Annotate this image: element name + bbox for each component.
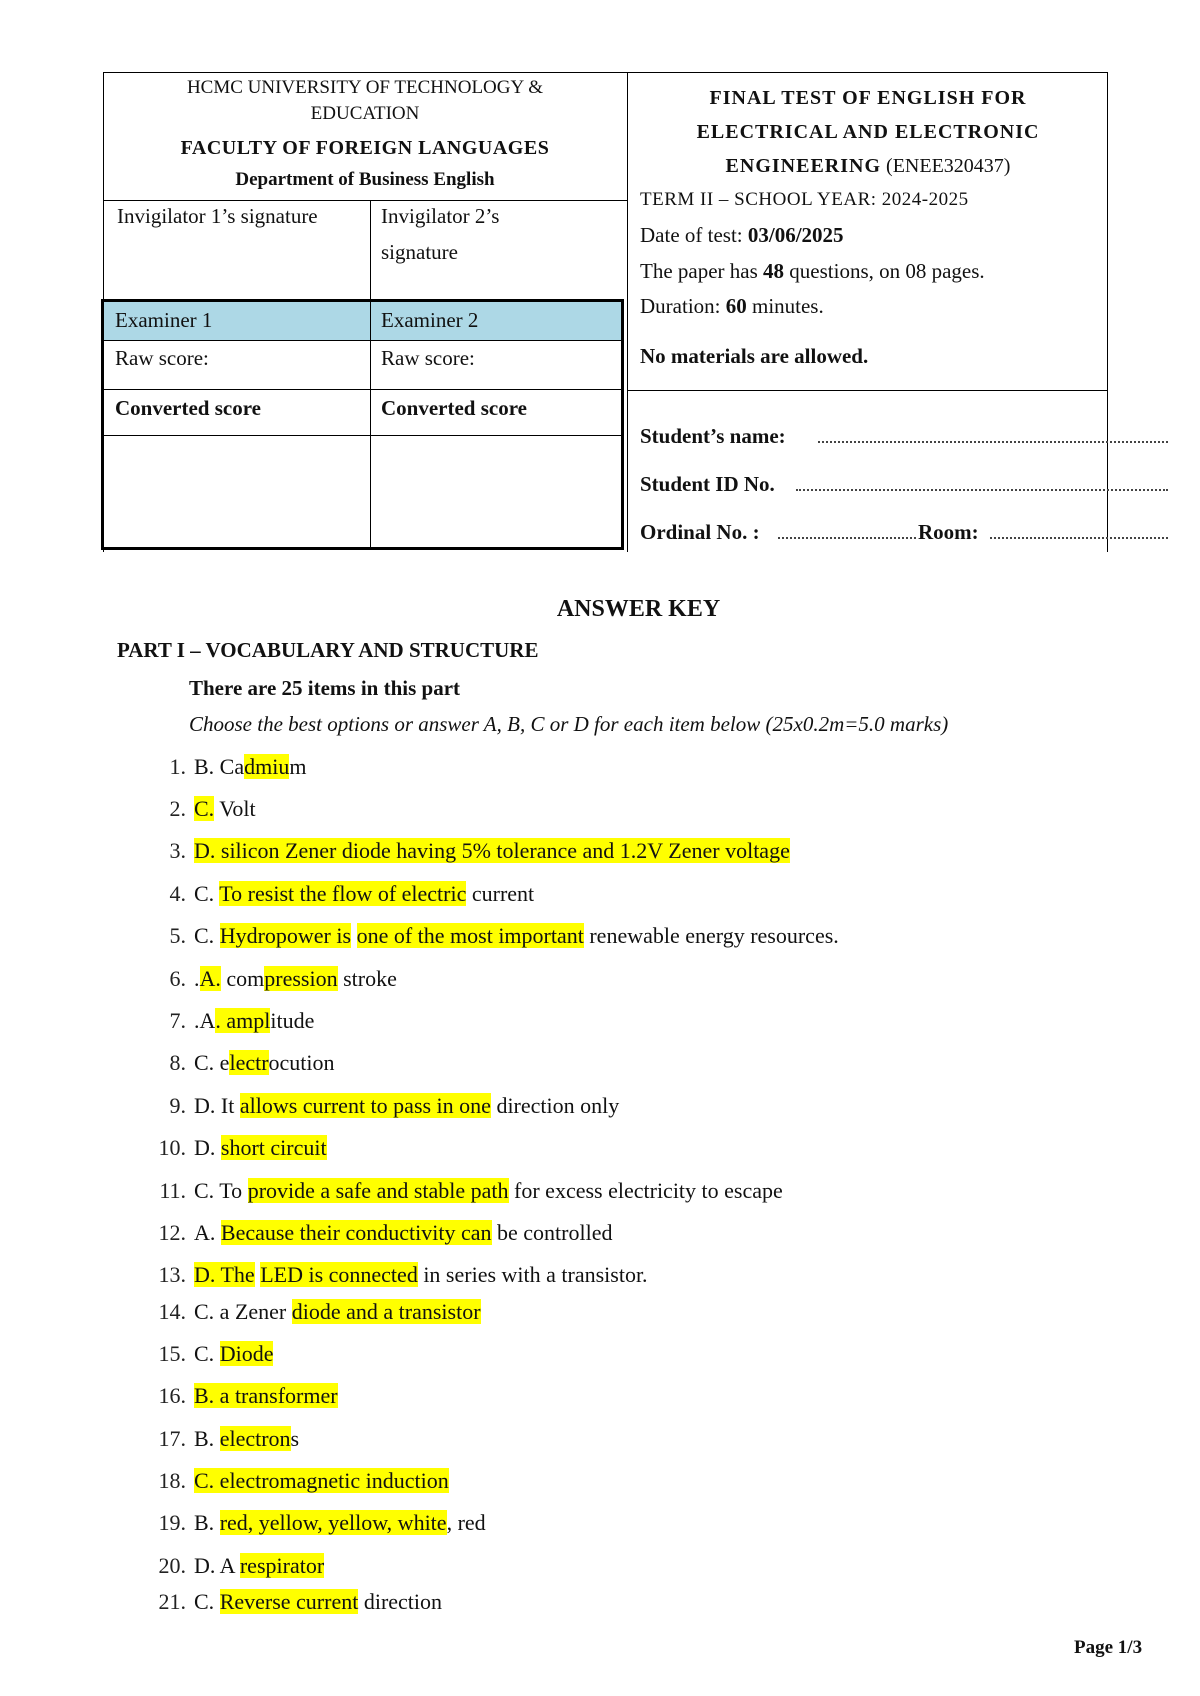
answer-text: com: [220, 966, 265, 991]
test-date: [640, 223, 844, 247]
question-count: 48: [763, 259, 785, 283]
test-title-3: [628, 154, 1108, 178]
highlighted-text: dmiu: [244, 754, 290, 779]
answer-item: [146, 1178, 783, 1204]
answer-number: 13.: [158, 1262, 186, 1287]
highlighted-text: D. silicon Zener diode having 5% tolerance and 1.2V Zener voltage: [194, 838, 790, 863]
highlighted-text: Diode: [219, 1341, 274, 1366]
answer-item: [146, 1383, 338, 1409]
highlighted-text: lectr: [229, 1050, 269, 1075]
answer-text: itude: [270, 1008, 315, 1033]
university-name-2: EDUCATION: [310, 103, 420, 124]
invigilator-1-label: Invigilator 1’s signature: [117, 204, 318, 228]
answer-text: stroke: [337, 966, 397, 991]
highlighted-text: provide a safe and stable path: [247, 1178, 509, 1203]
answer-number: 3.: [169, 838, 186, 863]
answer-number: 5.: [169, 923, 186, 948]
highlighted-text: Reverse current: [219, 1589, 359, 1614]
part-1-instruction: Choose the best options or answer A, B, C or D for each item below (25x0.2m=5.0 marks): [189, 712, 949, 736]
answer-item: [146, 1341, 273, 1367]
answer-number: 7.: [169, 1008, 186, 1033]
answer-number: 10.: [158, 1135, 186, 1160]
test-date-label: Date of test:: [640, 223, 748, 247]
answer-item: [146, 754, 306, 780]
ordinal-label: Ordinal No. :: [640, 520, 760, 544]
answer-text: C. a Zener: [194, 1299, 292, 1324]
highlighted-text: electron: [219, 1426, 291, 1451]
answer-text: C.: [194, 1341, 220, 1366]
room-field[interactable]: [990, 537, 1168, 539]
answer-item: [146, 966, 397, 992]
highlighted-text: B. a transformer: [194, 1383, 338, 1408]
converted-score-1-label: Converted score: [115, 396, 261, 420]
answer-item: [146, 1093, 619, 1119]
answer-number: 20.: [158, 1553, 186, 1578]
answer-text: D. It: [194, 1093, 240, 1118]
invigilator-2-label: Invigilator 2’s: [381, 204, 500, 228]
answer-text: B.: [194, 1426, 220, 1451]
answer-number: 19.: [158, 1510, 186, 1535]
test-date-value: 03/06/2025: [747, 223, 844, 247]
duration-label: Duration:: [640, 294, 726, 318]
answer-item: [146, 1468, 449, 1494]
highlighted-text: diode and a transistor: [291, 1299, 481, 1324]
answer-text: C.: [194, 1589, 220, 1614]
highlighted-text: Hydropower is: [219, 923, 352, 948]
answer-item: [146, 1510, 486, 1536]
highlighted-text: pression: [264, 966, 338, 991]
answer-number: 12.: [158, 1220, 186, 1245]
answer-item: [146, 923, 839, 949]
answer-text: C.: [194, 923, 220, 948]
answer-text: C. e: [194, 1050, 230, 1075]
answer-text: renewable energy resources.: [583, 923, 839, 948]
answer-text: B. Ca: [194, 754, 245, 779]
answer-item: [146, 1553, 324, 1579]
answer-number: 4.: [169, 881, 186, 906]
highlighted-text: one of the most important: [356, 923, 584, 948]
answer-text: C.: [194, 881, 220, 906]
answer-item: [146, 1220, 612, 1246]
highlighted-text: C.: [194, 796, 215, 821]
answer-item: [146, 838, 790, 864]
part-1-title: PART I – VOCABULARY AND STRUCTURE: [117, 638, 539, 662]
answer-number: 9.: [169, 1093, 186, 1118]
test-title-1: FINAL TEST OF ENGLISH FOR: [709, 87, 1027, 109]
page-number: Page 1/3: [1074, 1637, 1143, 1658]
answer-text: direction: [358, 1589, 443, 1614]
answer-text: A.: [194, 1220, 221, 1245]
answer-text: for excess electricity to escape: [508, 1178, 783, 1203]
paper-info: [640, 259, 985, 283]
faculty-name: FACULTY OF FOREIGN LANGUAGES: [180, 137, 550, 159]
highlighted-text: Because their conductivity can: [220, 1220, 492, 1245]
answer-number: 18.: [158, 1468, 186, 1493]
paper-info-a: The paper has: [640, 259, 764, 283]
highlighted-text: short circuit: [220, 1135, 327, 1160]
answer-number: 14.: [158, 1299, 186, 1324]
student-name-label: Student’s name:: [640, 424, 786, 448]
student-id-label: Student ID No.: [640, 472, 775, 496]
invigilator-2-label-2: signature: [381, 240, 458, 264]
answer-number: 16.: [158, 1383, 186, 1408]
answer-text: current: [466, 881, 535, 906]
answer-number: 15.: [158, 1341, 186, 1366]
answer-text: C. To: [194, 1178, 248, 1203]
answer-item: [146, 1589, 442, 1615]
examiner-2-label: Examiner 2: [381, 308, 479, 332]
raw-score-1-label: Raw score:: [115, 346, 209, 370]
duration-info: [640, 294, 824, 318]
highlighted-text: LED is connected: [260, 1262, 418, 1287]
answer-item: [146, 1299, 481, 1325]
highlighted-text: red, yellow, yellow, white: [219, 1510, 447, 1535]
test-title-2: ELECTRICAL AND ELECTRONIC: [696, 121, 1040, 143]
duration-unit: minutes.: [746, 294, 824, 318]
course-code: (ENEE320437): [886, 155, 1011, 177]
answer-text: s: [290, 1426, 300, 1451]
highlighted-text: A.: [199, 966, 221, 991]
answer-item: [146, 1262, 648, 1288]
answer-text: ocution: [268, 1050, 335, 1075]
duration-value: 60: [725, 294, 747, 318]
student-name-field[interactable]: [818, 441, 1168, 443]
converted-score-2-label: Converted score: [381, 396, 527, 420]
answer-number: 11.: [159, 1178, 186, 1203]
answer-text: direction only: [490, 1093, 620, 1118]
university-name: HCMC UNIVERSITY OF TECHNOLOGY &: [186, 77, 544, 98]
answer-text: be controlled: [491, 1220, 613, 1245]
paper-info-b: questions, on 08 pages.: [784, 259, 985, 283]
answer-text: D. A: [194, 1553, 240, 1578]
highlighted-text: D. The: [194, 1262, 255, 1287]
answer-item: [146, 1008, 314, 1034]
answer-item: [146, 1050, 335, 1076]
highlighted-text: . ampl: [215, 1008, 271, 1033]
answer-number: 2.: [169, 796, 186, 821]
answer-number: 6.: [169, 966, 186, 991]
test-title-engineering: ENGINEERING: [725, 155, 882, 177]
highlighted-text: C. electromagnetic induction: [194, 1468, 449, 1493]
answer-text: D.: [194, 1135, 221, 1160]
examiner-1-label: Examiner 1: [115, 308, 213, 332]
answer-text: , red: [446, 1510, 486, 1535]
highlighted-text: respirator: [239, 1553, 325, 1578]
answer-item: [146, 796, 256, 822]
answer-item: [146, 1135, 327, 1161]
highlighted-text: To resist the flow of electric: [219, 881, 467, 906]
answer-text: in series with a transistor.: [417, 1262, 648, 1287]
student-id-field[interactable]: [796, 489, 1168, 491]
room-label: Room:: [918, 520, 979, 544]
answer-text: .: [194, 966, 200, 991]
answer-text: [351, 923, 357, 948]
answer-number: 21.: [158, 1589, 186, 1614]
materials-notice: No materials are allowed.: [640, 344, 869, 368]
answer-key-title: ANSWER KEY: [556, 596, 721, 622]
answer-item: [146, 1426, 299, 1452]
part-1-subtitle: There are 25 items in this part: [189, 676, 461, 700]
answer-number: 1.: [169, 754, 186, 779]
answer-item: [146, 881, 534, 907]
answer-number: 17.: [158, 1426, 186, 1451]
highlighted-text: allows current to pass in one: [239, 1093, 491, 1118]
answer-number: 8.: [169, 1050, 186, 1075]
department-name: Department of Business English: [235, 169, 495, 190]
ordinal-field[interactable]: [778, 537, 916, 539]
term-info: TERM II – SCHOOL YEAR: 2024-2025: [640, 189, 969, 210]
answer-text: .A: [194, 1008, 216, 1033]
raw-score-2-label: Raw score:: [381, 346, 475, 370]
answer-text: m: [289, 754, 307, 779]
answer-text: B.: [194, 1510, 220, 1535]
answer-text: Volt: [214, 796, 256, 821]
